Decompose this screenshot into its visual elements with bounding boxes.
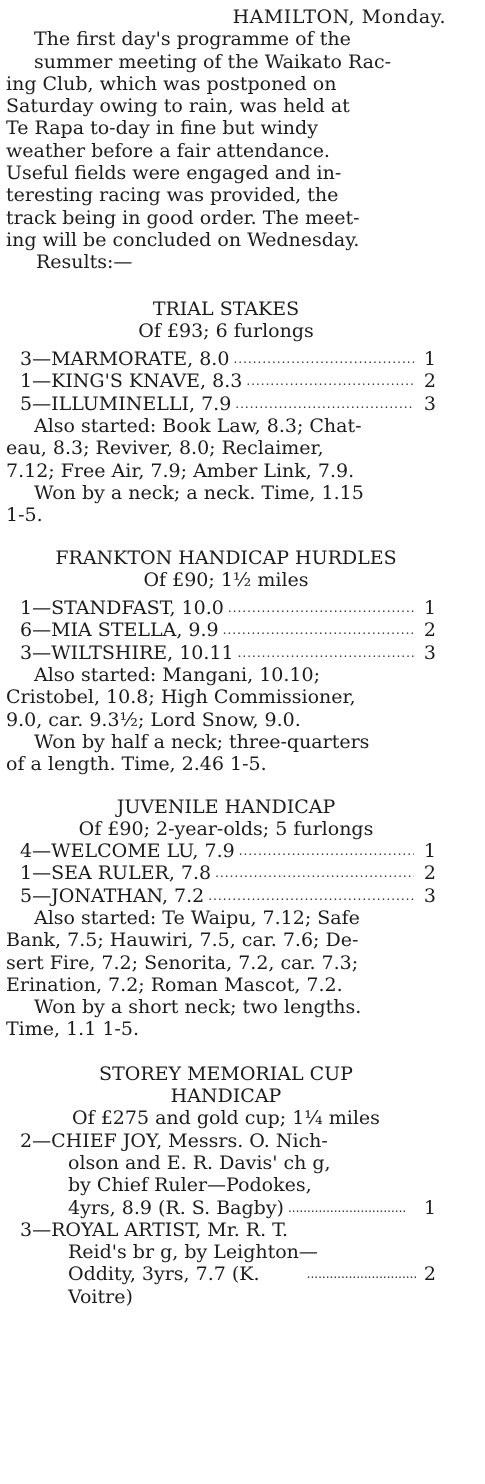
also-line: Erination, 7.2; Roman Mascot, 7.2. (6, 973, 343, 996)
entry-line: 4yrs, 8.9 (R. S. Bagby) (68, 1196, 284, 1219)
also-line: 9.0, car. 9.3½; Lord Snow, 9.0. (6, 708, 301, 731)
entry-line: Oddity, 3yrs, 7.7 (K. Voitre) (68, 1263, 260, 1308)
cup-entry (6, 1219, 446, 1308)
also-line: Cristobel, 10.8; High Commissioner, (6, 686, 356, 709)
placing-position: 1 (423, 1196, 436, 1219)
race-title: JUVENILE HANDICAP (116, 795, 336, 818)
placing-horse: 5—ILLUMINELLI, 7.9 (20, 392, 232, 415)
won-line: Won by half a neck; three-quarters (34, 730, 370, 753)
placing-horse: 5—JONATHAN, 7.2 (20, 884, 205, 907)
placing-position: 3 (423, 884, 436, 907)
placing-position: 3 (423, 641, 436, 664)
intro-line: The first day's programme of the (34, 28, 351, 51)
race-title-2: HANDICAP (170, 1085, 282, 1108)
placing-row (6, 348, 446, 370)
intro-line: Te Rapa to-day in fine but windy (6, 117, 318, 140)
article (0, 6, 446, 1308)
placing-row (6, 619, 446, 641)
intro-line: teresting racing was provided, the (6, 184, 339, 207)
results-label: Results:— (36, 251, 133, 274)
placing-position: 1 (423, 597, 436, 620)
dateline: HAMILTON, Monday. (232, 6, 446, 28)
race-subtitle: Of £275 and gold cup; 1¼ miles (72, 1107, 380, 1130)
placing-row (6, 885, 446, 907)
won-line: Won by a neck; a neck. Time, 1.15 (34, 481, 364, 504)
race-juvenile-handicap (6, 796, 446, 1041)
placing-position: 2 (423, 370, 436, 393)
entry-last-line (20, 1263, 436, 1308)
placing-position: 1 (423, 840, 436, 863)
placing-position: 2 (423, 1263, 436, 1286)
also-line: Also started: Te Waipu, 7.12; Safe (34, 906, 360, 929)
placing-row (6, 862, 446, 884)
placing-position: 1 (423, 348, 436, 371)
entry-line: 2—CHIEF JOY, Messrs. O. Nich- (20, 1129, 328, 1152)
placing-row (6, 393, 446, 415)
also-line: Also started: Mangani, 10.10; (34, 664, 321, 687)
won-by (6, 731, 446, 776)
intro-line: ing Club, which was postponed on (6, 72, 337, 95)
race-subtitle: Of £90; 1½ miles (143, 568, 309, 591)
won-line: 1-5. (6, 504, 43, 527)
placing-position: 2 (423, 619, 436, 642)
placing-horse: 1—KING'S KNAVE, 8.3 (20, 370, 243, 393)
won-by (6, 482, 446, 527)
race-title: STOREY MEMORIAL CUP (99, 1062, 353, 1085)
intro-line: Useful fields were engaged and in- (6, 162, 342, 185)
intro-line: Saturday owing to rain, was held at (6, 95, 350, 118)
placing-row (6, 840, 446, 862)
placing-horse: 1—STANDFAST, 10.0 (20, 597, 224, 620)
placing-row (6, 597, 446, 619)
cup-entry (6, 1130, 446, 1219)
race-subtitle: Of £93; 6 furlongs (138, 319, 314, 342)
intro-line: summer meeting of the Waikato Rac- (34, 50, 392, 73)
intro-line: weather before a fair attendance. (6, 139, 330, 162)
won-line: Time, 1.1 1-5. (6, 1018, 139, 1041)
placing-row (6, 642, 446, 664)
race-storey-memorial-cup (6, 1063, 446, 1308)
race-trial-stakes (6, 298, 446, 527)
won-by (6, 996, 446, 1041)
placing-position: 2 (423, 862, 436, 885)
also-line: Also started: Book Law, 8.3; Chat- (34, 415, 362, 438)
placing-horse: 1—SEA RULER, 7.8 (20, 862, 212, 885)
placing-horse: 4—WELCOME LU, 7.9 (20, 840, 235, 863)
race-title: TRIAL STAKES (152, 297, 300, 320)
won-line: of a length. Time, 2.46 1-5. (6, 753, 267, 776)
placing-row (6, 370, 446, 392)
also-line: eau, 8.3; Reviver, 8.0; Reclaimer, (6, 437, 324, 460)
entry-last-line (20, 1197, 436, 1219)
also-line: 7.12; Free Air, 7.9; Amber Link, 7.9. (6, 459, 355, 482)
entry-line: Reid's br g, by Leighton— (68, 1241, 318, 1264)
race-title: FRANKTON HANDICAP HURDLES (55, 546, 397, 569)
newspaper-column (0, 6, 485, 1308)
placing-position: 3 (423, 392, 436, 415)
race-frankton-hurdles (6, 547, 446, 776)
entry-line: 3—ROYAL ARTIST, Mr. R. T. (20, 1218, 289, 1241)
also-line: sert Fire, 7.2; Senorita, 7.2, car. 7.3; (6, 951, 359, 974)
placing-horse: 3—MARMORATE, 8.0 (20, 348, 230, 371)
also-started (6, 664, 446, 731)
intro-line: ing will be concluded on Wednesday. (6, 228, 360, 251)
placing-horse: 6—MIA STELLA, 9.9 (20, 619, 219, 642)
race-subtitle: Of £90; 2-year-olds; 5 furlongs (78, 817, 374, 840)
entry-line: by Chief Ruler—Podokes, (68, 1174, 312, 1197)
placing-horse: 3—WILTSHIRE, 10.11 (20, 641, 234, 664)
intro-line: track being in good order. The meet- (6, 206, 360, 229)
also-started (6, 907, 446, 996)
won-line: Won by a short neck; two lengths. (34, 996, 362, 1019)
entry-line: olson and E. R. Davis' ch g, (68, 1151, 331, 1174)
intro-paragraph (6, 28, 446, 251)
also-line: Bank, 7.5; Hauwiri, 7.5, car. 7.6; De- (6, 929, 359, 952)
also-started (6, 415, 446, 482)
